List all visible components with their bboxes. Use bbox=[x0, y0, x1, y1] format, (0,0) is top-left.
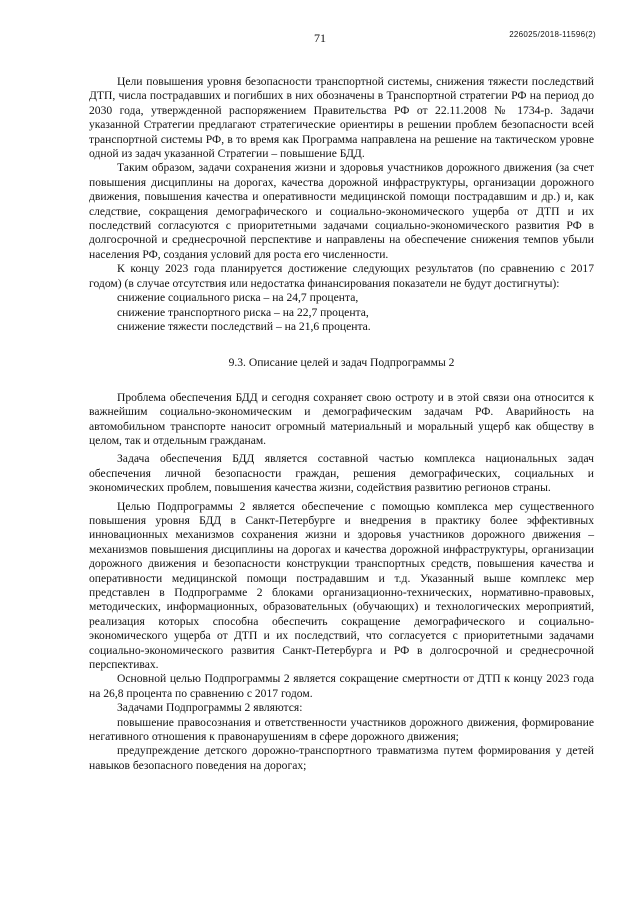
paragraph-tasks-alignment: Таким образом, задачи сохранения жизни и здоровья участников дорожного движения (за счет повышения дисциплины на дорогах, качества дорожной инфраструктуры, организации дорожного движения, повышения качества и оперативности медицинской помощи пострадавшим и др.) и, как следствие, сокращения демографического и социально-экономического ущерба от ДТП и их последствий согласуются с приоритетными задачами социально-экономического развития РФ в долгосрочной и среднесрочной перспективе и направлены на обеспечение снижения темпов убыли населения РФ, создания условий для роста его численности. bbox=[89, 161, 594, 261]
paragraph-subprogram-goal: Целью Подпрограммы 2 является обеспечение с помощью комплекса мер существенного повышения уровня БДД в Санкт-Петербурге и внедрения в практику более эффективных инновационных механизмов сохранения жизни и здоровья участников дорожного движения – механизмов повышения дисциплины на дорогах и качества дорожной инфраструктуры, организации дорожного движения и безопасности конструкции транспортных средств, повышения качества и оперативности медицинской помощи пострадавшим и т.д. Указанный выше комплекс мер представлен в Подпрограмме 2 блоками организационно-технических, нормативно-правовых, методических, информационных, образовательных (обучающих) и технологических мероприятий, реализация которых способна обеспечить сокращение демографического и социально-экономического ущерба от ДТП и их последствий, что согласуется с приоритетными задачами социально-экономического развития Санкт-Петербурга и РФ в долгосрочной и среднесрочной перспективах. bbox=[89, 499, 594, 672]
paragraph-strategy-goals: Цели повышения уровня безопасности транспортной системы, снижения тяжести последствий ДТП, числа пострадавших и погибших в них обозначены в Транспортной стратегии РФ на период до 2030 года, утвержденной распоряжением Правительства РФ от 22.11.2008 № 1734-р. Задачи указанной Стратегии предлагают стратегические ориентиры в решении проблем безопасности всей транспортной системы РФ, в то время как Программа направлена на решение на тактическом уровне одной из задач указанной Стратегии – повышение БДД. bbox=[89, 75, 594, 161]
page-body bbox=[89, 75, 594, 773]
result-item: снижение тяжести последствий – на 21,6 процента. bbox=[117, 319, 371, 333]
result-item: снижение социального риска – на 24,7 процента, bbox=[117, 291, 359, 305]
page-number: 71 bbox=[314, 31, 326, 45]
document-code: 226025/2018-11596(2) bbox=[509, 30, 596, 39]
task-item: повышение правосознания и ответственности участников дорожного движения, формирование негативного отношения к правонарушениям в сфере дорожного движения; bbox=[89, 715, 594, 744]
paragraph-national-tasks: Задача обеспечения БДД является составной частью комплекса национальных задач обеспечения личной безопасности граждан, решения демографических, социальных и экономических проблем, повышения качества жизни, содействия развитию регионов страны. bbox=[89, 452, 594, 495]
paragraph-main-goal: Основной целью Подпрограммы 2 является сокращение смертности от ДТП к концу 2023 года на 26,8 процента по сравнению с 2017 годом. bbox=[89, 672, 594, 700]
tasks-intro: Задачами Подпрограммы 2 являются: bbox=[117, 701, 303, 715]
paragraph-expected-results: К концу 2023 года планируется достижение следующих результатов (по сравнению с 2017 годом) (в случае отсутствия или недостатка финансирования показатели не будут достигнуты): bbox=[89, 262, 594, 290]
paragraph-problem: Проблема обеспечения БДД и сегодня сохраняет свою остроту и в этой связи она относится к важнейшим социально-экономическим и демографическим задачам РФ. Аварийность на автомобильном транспорте наносит огромный материальный и моральный ущерб как обществу в целом, так и отдельным гражданам. bbox=[89, 390, 594, 447]
task-item: предупреждение детского дорожно-транспортного травматизма путем формирования у детей навыков безопасного поведения на дорогах; bbox=[89, 744, 594, 772]
result-item: снижение транспортного риска – на 22,7 процента, bbox=[117, 305, 369, 319]
section-heading: 9.3. Описание целей и задач Подпрограммы 2 bbox=[228, 356, 455, 370]
